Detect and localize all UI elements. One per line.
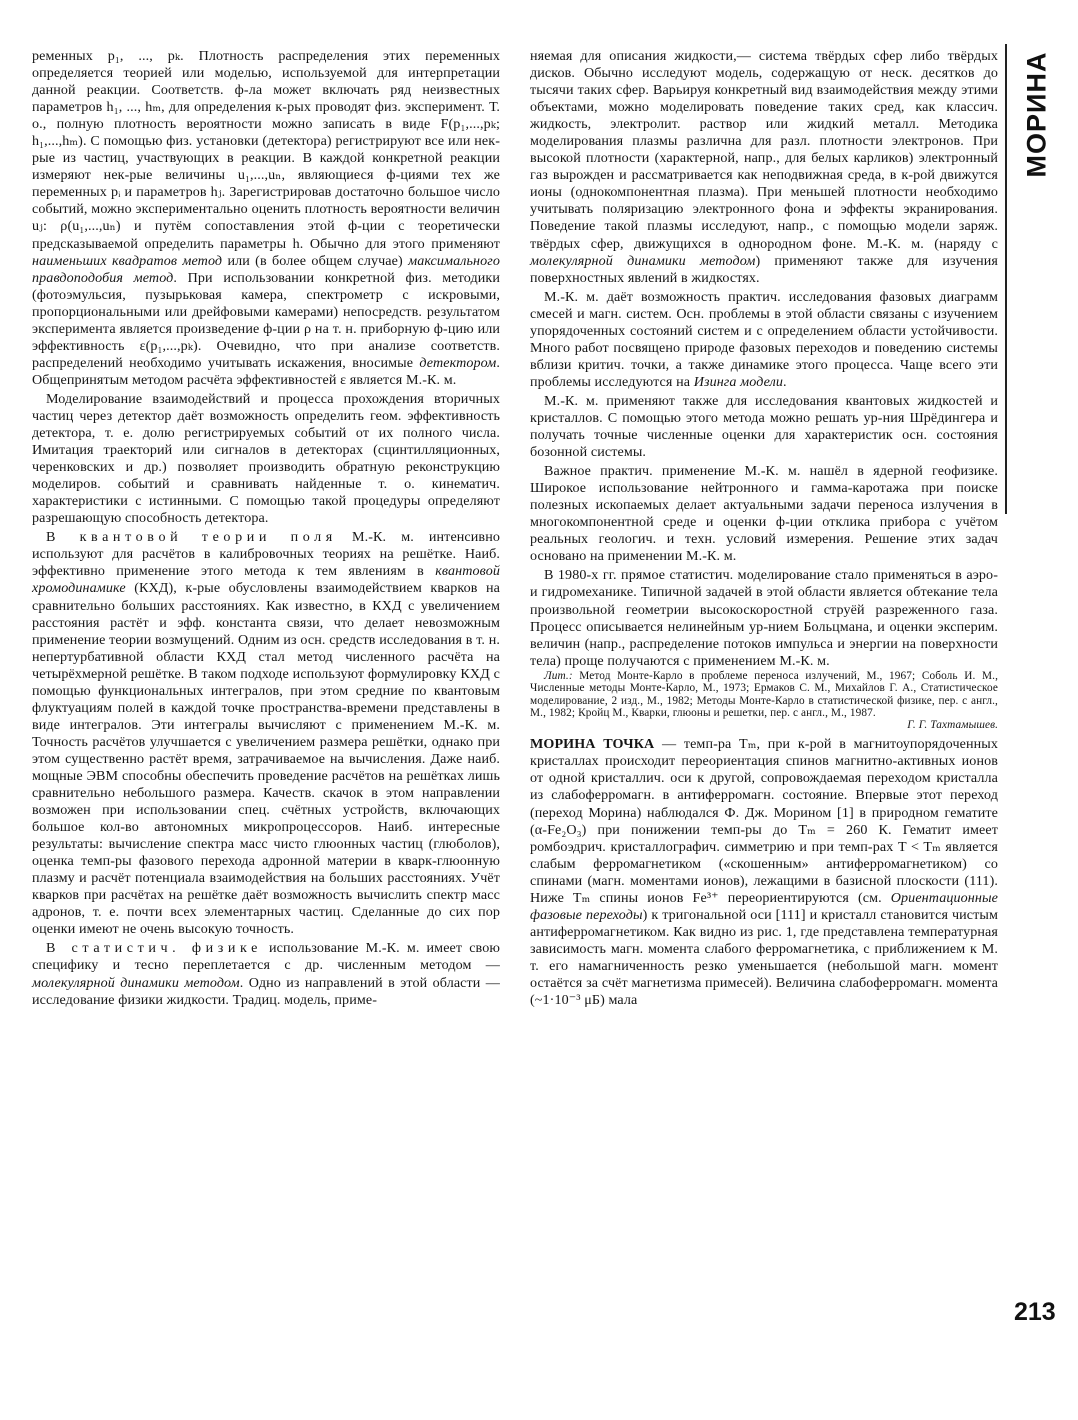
- link-orientation-transitions[interactable]: Ориентационные фазовые переходы: [530, 889, 998, 923]
- paragraph-liquids-plasma: няемая для описания жидкости,— система твёрдых сфер либо твёрдых дисков. Обычно исследуют модель, содержащую от неск. десятков до тысячи таких сфер. Варьируя конкретный вид взаимодействия между этими объектами, можно моделировать поведение таких сред, как классич. жидкость, электролит. раствор или жидкий металл. Методика моделирования плазмы различна для разл. плотности электронов. При высокой плотности (характерной, напр., для белых карликов) электронный газ вырожден и рассматривается как неподвижная среда, в к-рой движутся ионы (однокомпонентная плазма). При меньшей плотности необходимо учитывать поляризацию электронного фона и эффекты экранирования. Поведение такой плазмы исследуют, напр., с помощью модели заряж. твёрдых сфер, движущихся в однородном фоне. М.-К. м. (наряду с молекулярной динамики методом) применяют также для изучения поверхностных явлений в жидкостях.: [530, 48, 998, 286]
- link-ising-model[interactable]: Изинга модели: [693, 373, 784, 390]
- paragraph-statistical-physics: В статистич. физике использование М.-К. м. имеет свою специфику и тесно переплетается с др. численным методом — молекулярной динамики методом. Одно из направлений в этой области — исследование физики жидкости. Традиц. модель, приме-: [32, 940, 500, 1008]
- article-author: Г. Г. Тахтамышев.: [907, 719, 998, 732]
- link-maximum-likelihood[interactable]: максимального правдоподобия метод: [32, 252, 500, 286]
- link-least-squares[interactable]: наименьших квадратов метод: [32, 252, 223, 269]
- article-morin-point: МОРИНА ТОЧКА — темп-ра Tₘ, при к-рой в магнитоупорядоченных кристаллах происходит переориентация спинов магнитно-активных ионов от одной кристаллич. оси к другой, сопровождаемая переходом кристалла из слабоферромагн. в антиферромагн. состояние. Впервые этот переход (переход Морина) наблюдался Ф. Дж. Морином [1] в природном гематите (α-Fe₂O₃) при понижении темп-ры до Tₘ = 260 К. Гематит имеет ромбоэдрич. кристаллографич. симметрию и при темп-рах T < Tₘ является слабым ферромагнетиком («скошенным» антиферромагнетиком) со спинами (магн. моментами ионов), лежащими в базисной плоскости (111). Ниже Tₘ спины ионов Fe³⁺ переориентируются (см. Ориентационные фазовые переходы) к тригональной оси [111] и кристалл становится чистым антиферромагнетиком. Как видно из рис. 1, где представлена температурная зависимость магн. момента слабого ферромагнетика, с приближением к М. т. его намагниченность резко уменьшается (небольшой магн. момент остаётся за счёт магнетизма примесей). Величина слабоферромагн. момента (~1·10⁻³ μБ) мала: [530, 736, 998, 1009]
- margin-rule: [1005, 44, 1007, 514]
- link-detector[interactable]: детектором: [419, 354, 497, 371]
- paragraph-phase-diagrams: М.-К. м. даёт возможность практич. исследования фазовых диаграмм смесей и магн. систем. Осн. проблемы в этой области связаны с изучением упорядоченных состояний систем и с определением области устойчивости. Много работ посвящено природе фазовых переходов и поведению системы вблизи критич. точки, а также динамике этого процесса. Чаще всего эти проблемы исследуются на Изинга модели.: [530, 288, 998, 390]
- page-number: 213: [1014, 1298, 1056, 1326]
- paragraph-quantum-field-theory: В квантовой теории поля М.-К. м. интенсивно используют для расчётов в калибровочных теориях на решётке. Наиб. эффективно применение этого метода к тем явлениям в квантовой хромодинамике (КХД), к-рые обусловлены взаимодействием кварков на сравнительно больших расстояниях. Как известно, в КХД с увеличением расстояния растёт и эфф. константа связи, что делает невозможным применение теории возмущений. Одним из осн. средств исследования в т. н. непертурбативной области КХД стал метод численного расчёта на четырёхмерной решётке. В таком подходе используют формулировку КХД с помощью функциональных интегралов, при этом средние по квантовым флуктуациям полей в каждой точке пространства-времени представлены в виде интегралов. Эти интегралы вычисляют с применением М.-К. м. Точность расчётов улучшается с увеличением размера решётки, однако при этом существенно растёт время, затрачиваемое на вычисления. Даже наиб. мощные ЭВМ способны обеспечить проведение расчётов на решётках лишь сравнительно небольшого размера. Качеств. скачок в этом направлении возможен при использовании спец. счётных устройств, включающих большое кол-во автономных микропроцессоров. Наиб. интересные результаты: вычисление спектра масс чисто глюонных частиц (глюболов), оценка темп-ры фазового перехода адронной материи в кварк-глюонную плазму и расчёт потенциала взаимодействия на больших расстояниях. Учёт кварков при расчётах на решётке даёт возможность вычислить спектр масс адронов, т. е. почти всех элементарных частиц. Сделанные до сих пор оценки имеют не очень высокую точность.: [32, 529, 500, 938]
- link-qcd[interactable]: квантовой хромодинамике: [32, 563, 500, 597]
- paragraph-detector-modeling: Моделирование взаимодействий и процесса прохождения вторичных частиц через детектор даёт возможность определить геом. эффективность детектора, т. е. долю регистрируемых событий от их полного числа. Имитация траекторий или сигналов в детекторах (сцинтилляционных, черенковских и др.) позволяет производить обратную реконструкцию моделиров. событий и сравнивать найденные т. о. кинематич. характеристики с истинными. С помощью такой процедуры определяют разрешающую способность детектора.: [32, 390, 500, 527]
- paragraph-quantum-liquids: М.-К. м. применяют также для исследования квантовых жидкостей и кристаллов. С помощью этого метода можно решать ур-ния Шрёдингера и получать точные численные оценки для характеристик осн. состояния бозонной системы.: [530, 392, 998, 461]
- article-heading: МОРИНА ТОЧКА: [530, 736, 655, 753]
- link-molecular-dynamics-2[interactable]: молекулярной динамики методом: [530, 252, 756, 269]
- right-column: [530, 48, 998, 1009]
- running-head: МОРИНА: [1021, 51, 1052, 177]
- paragraph-geophysics: Важное практич. применение М.-К. м. нашёл в ядерной геофизике. Широкое использование нейтронного и гамма-каротажа при поиске полезных ископаемых делает актуальными задачи переноса излучения в многокомпонентной среде и оценки ф-ции отклика прибора с учётом реальных геологич. и техн. условий измерения. Решение этих задач основано на применении М.-К. м.: [530, 463, 998, 565]
- bibliography: Лит.: Метод Монте-Карло в проблеме переноса излучений, М., 1967; Соболь И. М., Численные методы Монте-Карло, М., 1973; Ермаков С. М., Михайлов Г. А., Статистическое моделирование, 2 изд., М., 1982; Методы Монте-Карло в статистической физике, пер. с англ., М., 1982; Кройц М., Кварки, глюоны и решетки, пер. с англ., М., 1987.: [530, 669, 998, 719]
- paragraph-aerodynamics: В 1980-х гг. прямое статистич. моделирование стало применяться в аэро- и гидромеханике. Типичной задачей в этой области является обтекание тела произвольной геометрии высокоскоростной струёй разреженного газа. Процесс описывается нелинейным ур-нием Больцмана, и оценки эксперим. величин (напр., распределение потоков импульса и энергии на поверхности тела) проще получаются с применением М.-К. м.: [530, 567, 998, 669]
- left-column: [32, 48, 500, 1009]
- link-molecular-dynamics[interactable]: молекулярной динамики методом: [32, 974, 240, 991]
- paragraph-detector-probability: ременных p₁, ..., pₖ. Плотность распределения этих переменных определяется теорией или моделью, используемой для интерпретации данной реакции. Соответств. ф-ла может включать ряд неизвестных параметров h₁, ..., hₘ, для определения к-рых проводят физ. эксперимент. Т. о., полную плотность вероятности можно записать в виде F(p₁,...,pₖ; h₁,...,hₘ). С помощью физ. установки (детектора) регистрируют все или нек-рые из частиц, участвующих в реакции. В каждой конкретной реакции измеряют нек-рые величины u₁,...,uₙ, являющиеся ф-циями тех же переменных pᵢ и параметров hⱼ. Зарегистрировав достаточно большое число событий, можно экспериментально оценить плотность вероятности величин uⱼ: ρ(u₁,...,uₙ) и путём сопоставления этой ф-ции с теоретически предсказываемой определить параметры h. Обычно для этого применяют наименьших квадратов метод или (в более общем случае) максимального правдоподобия метод. При использовании конкретной физ. методики (фотоэмульсия, пузырьковая камера, спектрометр с искровыми, пропорциональными или дрейфовыми камерами) непосредств. результатом эксперимента является произведение ф-ции ρ на т. н. приборную ф-цию или эффективность ε(p₁,...,pₖ). Очевидно, что при анализе соответств. распределений необходимо учитывать искажения, вносимые детектором. Общепринятым методом расчёта эффективностей ε является М.-К. м.: [32, 48, 500, 388]
